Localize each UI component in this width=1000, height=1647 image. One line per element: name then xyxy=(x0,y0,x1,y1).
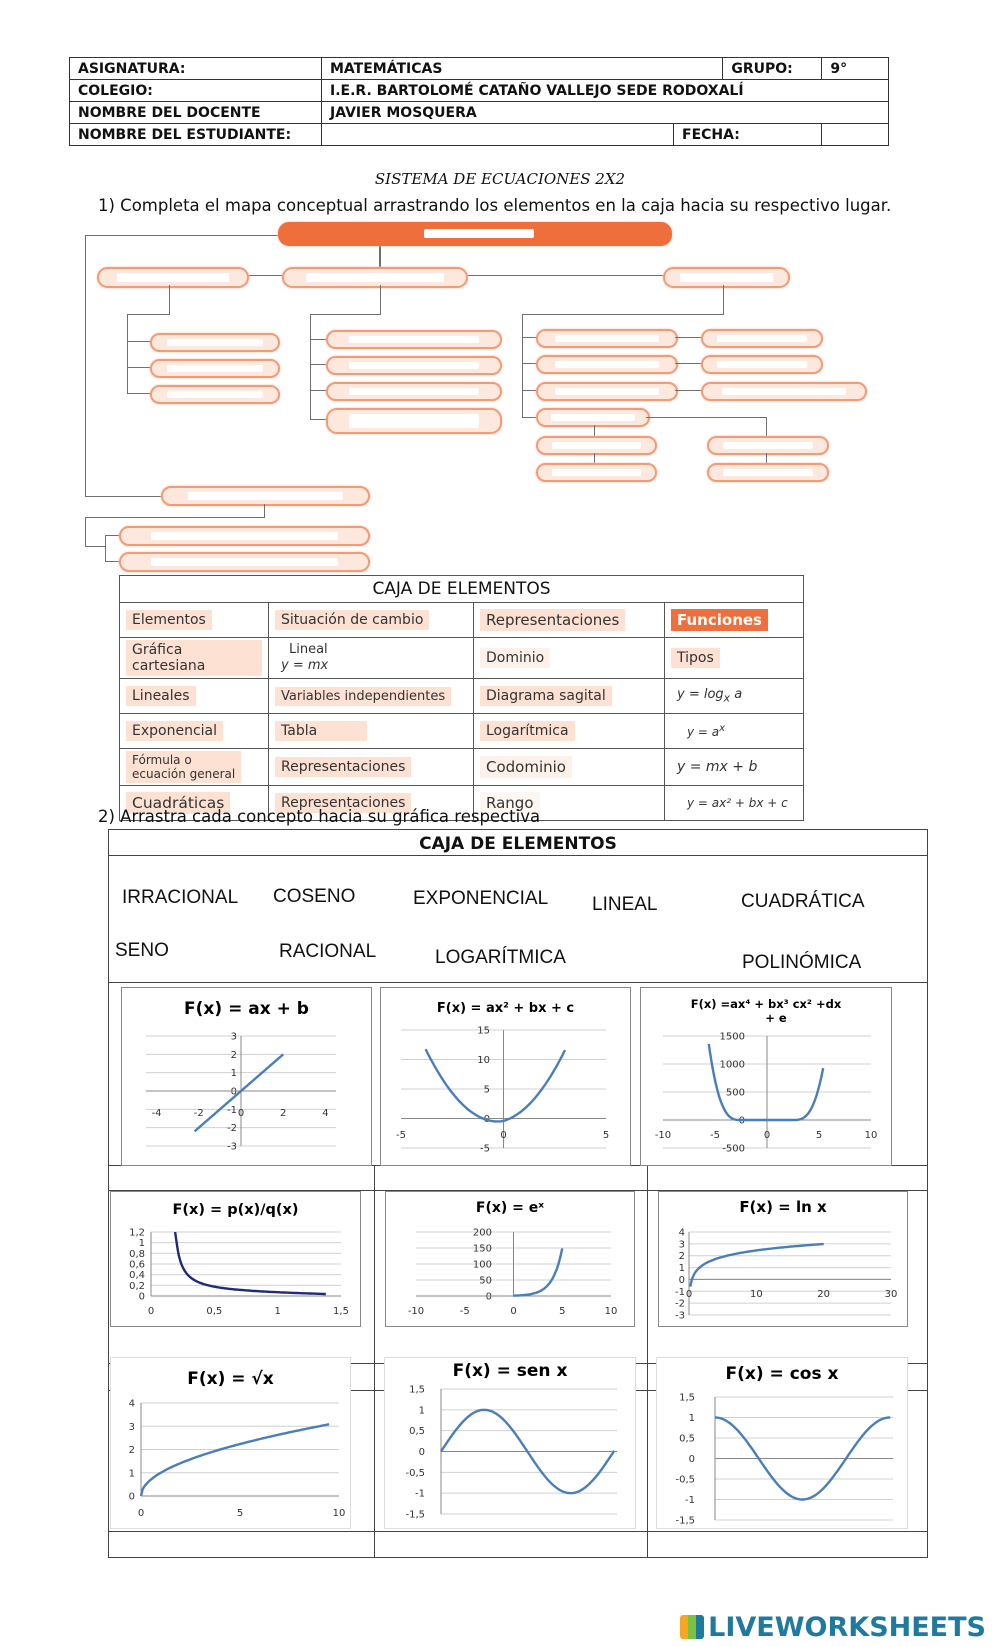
y-tick-label: 1 xyxy=(138,1238,145,1250)
drop-zone-level1-right[interactable] xyxy=(663,267,790,288)
y-tick-label: 3 xyxy=(128,1421,135,1433)
element-chip[interactable]: Logarítmica xyxy=(480,721,575,741)
x-tick-label: 10 xyxy=(749,1289,763,1300)
fecha-field[interactable] xyxy=(822,124,889,146)
x-tick-label: 5 xyxy=(236,1508,244,1519)
y-tick-label: 2 xyxy=(230,1049,237,1061)
graph-title: F(x) =ax⁴ + bx³ cx² +dx xyxy=(690,997,842,1011)
y-tick-label: -1 xyxy=(227,1104,237,1116)
y-tick-label: 200 xyxy=(472,1227,492,1239)
page-title: SISTEMA DE ECUACIONES 2X2 xyxy=(374,170,626,188)
concept-word[interactable]: EXPONENCIAL xyxy=(413,888,549,909)
liveworksheets-logo-icon xyxy=(680,1615,704,1639)
drop-zone-center-3[interactable] xyxy=(326,382,502,401)
log-subscript: x xyxy=(723,691,731,705)
graph-title: F(x) = √x xyxy=(187,1369,274,1389)
drop-zone-center-1[interactable] xyxy=(326,330,502,349)
exp-superscript: x xyxy=(719,723,726,734)
answer-slot-9[interactable] xyxy=(650,1533,924,1555)
elements-box-1 xyxy=(119,575,804,821)
formula-line-1: Fórmula o xyxy=(132,753,192,767)
x-tick-label: 1,5 xyxy=(333,1306,349,1317)
x-tick-label: -5 xyxy=(396,1130,406,1141)
elements-box-1-caption: CAJA DE ELEMENTOS xyxy=(120,576,804,603)
element-chip[interactable]: Exponencial xyxy=(126,721,223,741)
y-tick-label: 0 xyxy=(738,1115,745,1127)
element-chip-exp[interactable] xyxy=(671,721,731,741)
y-tick-label: 5 xyxy=(483,1084,490,1096)
graph-rational xyxy=(110,1191,361,1327)
function-curve xyxy=(514,1249,563,1296)
x-tick-label: 0 xyxy=(763,1130,771,1141)
footer-brand xyxy=(680,1612,986,1643)
concept-word[interactable]: SENO xyxy=(115,940,169,961)
element-chip-formula[interactable] xyxy=(126,751,241,783)
concept-word[interactable]: LOGARÍTMICA xyxy=(435,947,566,968)
y-tick-label: 2 xyxy=(678,1251,685,1263)
answer-slot-3[interactable] xyxy=(650,1167,924,1188)
y-tick-label: 0 xyxy=(678,1274,685,1286)
graph-linear xyxy=(121,987,372,1166)
asignatura-value: MATEMÁTICAS xyxy=(322,58,723,80)
y-tick-label: 100 xyxy=(472,1259,492,1271)
element-chip[interactable]: Cuadráticas xyxy=(126,792,230,814)
graph-exponential xyxy=(385,1191,635,1327)
y-tick-label: 3 xyxy=(230,1031,237,1043)
answer-slot-1[interactable] xyxy=(111,1167,371,1188)
y-tick-label: 0,5 xyxy=(409,1426,425,1438)
drop-zone-level1-left[interactable] xyxy=(97,267,249,288)
y-tick-label: 0,5 xyxy=(679,1433,695,1445)
drop-zone-center-4[interactable] xyxy=(326,408,502,434)
graph-sine xyxy=(384,1357,636,1529)
x-tick-label: 10 xyxy=(604,1306,618,1317)
graph-title: F(x) = ax² + bx + c xyxy=(436,1001,575,1016)
y-tick-label: -1 xyxy=(675,1286,685,1298)
y-tick-label: 0 xyxy=(485,1291,492,1303)
drop-zone-main[interactable] xyxy=(278,222,672,246)
concept-word[interactable]: IRRACIONAL xyxy=(122,887,239,908)
drop-zone-bottom-2[interactable] xyxy=(119,526,370,546)
header-table xyxy=(69,57,889,146)
graph-title: F(x) = sen x xyxy=(452,1361,568,1381)
y-tick-label: 0,6 xyxy=(129,1259,145,1271)
element-chip[interactable]: Codominio xyxy=(480,756,572,778)
docente-label: NOMBRE DEL DOCENTE xyxy=(70,102,322,124)
y-tick-label: -1 xyxy=(685,1495,695,1506)
y-tick-label: -1,5 xyxy=(405,1509,425,1521)
function-curve xyxy=(141,1424,329,1496)
x-tick-label: 0 xyxy=(147,1306,155,1317)
log-formula: y = log xyxy=(677,687,724,703)
x-tick-label: 20 xyxy=(817,1289,831,1300)
y-tick-label: 0 xyxy=(230,1086,237,1098)
element-chip[interactable]: Dominio xyxy=(480,648,550,668)
drop-zone-bottom-1[interactable] xyxy=(161,486,370,506)
element-chip-log[interactable] xyxy=(671,685,748,707)
y-tick-label: -5 xyxy=(480,1143,490,1155)
drop-zone-bottom-3[interactable] xyxy=(119,552,370,572)
y-tick-label: 0,4 xyxy=(129,1270,145,1282)
element-chip[interactable]: Gráfica cartesiana xyxy=(126,640,262,676)
colegio-label: COLEGIO: xyxy=(70,80,322,102)
y-tick-label: -1 xyxy=(415,1488,425,1500)
drop-zone-right-3[interactable] xyxy=(536,382,678,401)
drop-zone-right-3b[interactable] xyxy=(701,382,867,401)
y-tick-label: -3 xyxy=(227,1141,237,1153)
estudiante-label: NOMBRE DEL ESTUDIANTE: xyxy=(70,124,322,146)
function-curve xyxy=(195,1054,287,1131)
docente-value: JAVIER MOSQUERA xyxy=(322,102,889,124)
y-tick-label: 1 xyxy=(678,1263,685,1275)
element-chip[interactable]: Situación de cambio xyxy=(275,610,429,630)
element-chip-lineal[interactable] xyxy=(275,640,334,676)
x-tick-label: 5 xyxy=(815,1130,823,1141)
x-tick-label: -10 xyxy=(654,1130,672,1141)
y-tick-label: 1000 xyxy=(719,1059,745,1071)
y-tick-label: 2 xyxy=(128,1445,135,1456)
function-curve xyxy=(690,1244,823,1287)
x-tick-label: 10 xyxy=(332,1508,346,1519)
fecha-label: FECHA: xyxy=(674,124,822,146)
elements-box-2-caption: CAJA DE ELEMENTOS xyxy=(419,834,617,854)
drop-zone-right-6[interactable] xyxy=(707,436,829,455)
y-tick-label: 1,5 xyxy=(409,1384,425,1396)
x-tick-label: 10 xyxy=(864,1130,878,1141)
element-chip[interactable]: Diagrama sagital xyxy=(480,686,612,706)
y-tick-label: 0 xyxy=(138,1291,145,1303)
y-tick-label: -0,5 xyxy=(405,1467,425,1479)
formula-line-2: ecuación general xyxy=(132,767,236,781)
x-tick-label: 0 xyxy=(500,1130,507,1141)
drop-zone-right-8[interactable] xyxy=(707,463,829,482)
element-chip[interactable]: y = mx + b xyxy=(677,759,758,775)
grupo-value: 9° xyxy=(822,58,889,80)
drop-zone-right-4[interactable] xyxy=(536,408,650,427)
y-tick-label: 1 xyxy=(128,1468,135,1480)
element-chip[interactable]: Representaciones xyxy=(275,793,411,813)
exp-formula: y = a xyxy=(687,725,720,739)
asignatura-label: ASIGNATURA: xyxy=(70,58,322,80)
x-tick-label: 0,5 xyxy=(206,1306,223,1317)
element-chip[interactable]: Variables independientes xyxy=(275,687,451,706)
x-tick-label: 0 xyxy=(237,1108,245,1119)
y-tick-label: 4 xyxy=(128,1398,135,1410)
drop-zone-right-5[interactable] xyxy=(536,436,657,455)
lineal-label: Lineal xyxy=(289,642,328,657)
y-tick-label: -2 xyxy=(675,1298,685,1310)
y-tick-label: 0 xyxy=(128,1491,135,1503)
function-curve xyxy=(426,1049,565,1121)
graph-quadratic xyxy=(380,987,631,1166)
answer-slot-7[interactable] xyxy=(111,1533,371,1555)
element-chip[interactable]: Representaciones xyxy=(275,757,411,777)
drop-zone-center-2[interactable] xyxy=(326,356,502,375)
y-tick-label: -1,5 xyxy=(675,1515,695,1527)
concept-word[interactable]: POLINÓMICA xyxy=(742,952,862,973)
question-1: 1) Completa el mapa conceptual arrastrando los elementos en la caja hacia su respectivo lugar. xyxy=(98,196,892,215)
y-tick-label: 150 xyxy=(472,1243,492,1255)
graph-title: F(x) = cos x xyxy=(725,1364,839,1384)
y-tick-label: 500 xyxy=(725,1087,745,1099)
graph-polynomial xyxy=(640,987,892,1166)
y-tick-label: 4 xyxy=(678,1227,685,1239)
element-chip[interactable]: Elementos xyxy=(126,610,212,630)
concept-word[interactable]: LINEAL xyxy=(592,894,658,915)
graph-irrational xyxy=(110,1357,351,1529)
element-chip[interactable]: Rango xyxy=(480,792,540,814)
drop-zone-level1-center[interactable] xyxy=(282,267,468,288)
element-chip[interactable]: Tabla xyxy=(275,721,367,741)
estudiante-field[interactable] xyxy=(322,124,674,146)
element-chip[interactable]: Tipos xyxy=(671,648,720,668)
y-tick-label: 1 xyxy=(688,1413,695,1424)
element-chip[interactable]: Funciones xyxy=(671,609,768,631)
y-tick-label: -3 xyxy=(675,1310,685,1322)
y-tick-label: -500 xyxy=(722,1143,745,1155)
y-tick-label: 15 xyxy=(477,1025,490,1037)
y-tick-label: -2 xyxy=(227,1123,237,1135)
concept-word[interactable]: RACIONAL xyxy=(279,941,377,962)
graph-title: F(x) = ln x xyxy=(739,1198,827,1216)
function-curve xyxy=(709,1044,823,1120)
drop-zone-right-7[interactable] xyxy=(536,463,657,482)
graph-title-line2: + e xyxy=(765,1011,787,1025)
drop-zone-right-1[interactable] xyxy=(536,329,678,348)
x-tick-label: -4 xyxy=(151,1108,162,1119)
x-tick-label: 1 xyxy=(274,1306,281,1317)
concept-word[interactable]: CUADRÁTICA xyxy=(741,891,865,912)
y-tick-label: 1,5 xyxy=(679,1392,695,1404)
x-tick-label: 2 xyxy=(280,1108,287,1119)
drop-zone-right-2b[interactable] xyxy=(701,355,823,374)
graph-title: F(x) = eˣ xyxy=(475,1200,545,1216)
y-tick-label: 3 xyxy=(678,1239,685,1251)
grupo-label: GRUPO: xyxy=(723,58,822,80)
y-tick-label: 1500 xyxy=(719,1031,745,1043)
x-tick-label: 4 xyxy=(322,1108,329,1119)
x-tick-label: 30 xyxy=(884,1289,898,1300)
drop-zone-left-1[interactable] xyxy=(150,333,280,352)
y-tick-label: 50 xyxy=(479,1275,492,1287)
x-tick-label: 0 xyxy=(510,1306,517,1317)
log-base: a xyxy=(734,687,743,703)
drop-zone-left-3[interactable] xyxy=(150,385,280,404)
graph-title: F(x) = ax + b xyxy=(184,999,309,1019)
y-tick-label: 10 xyxy=(477,1055,490,1066)
answer-slot-2[interactable] xyxy=(377,1167,645,1188)
x-tick-label: -10 xyxy=(407,1306,425,1317)
graph-cosine xyxy=(656,1357,908,1529)
drop-zone-left-2[interactable] xyxy=(150,359,280,378)
question-2: 2) Arrastra cada concepto hacia su gráfica respectiva xyxy=(98,807,541,826)
x-tick-label: 0 xyxy=(685,1289,693,1300)
y-tick-label: 0 xyxy=(688,1454,695,1465)
graph-logarithmic xyxy=(658,1191,908,1327)
y-tick-label: 0,2 xyxy=(129,1280,145,1292)
element-chip[interactable]: y = ax² + bx + c xyxy=(687,796,788,810)
x-tick-label: -2 xyxy=(193,1108,204,1119)
footer-brand-text: LIVEWORKSHEETS xyxy=(708,1612,986,1643)
graph-title: F(x) = p(x)/q(x) xyxy=(172,1202,299,1218)
function-curve xyxy=(175,1232,326,1294)
element-chip[interactable]: Lineales xyxy=(126,686,196,706)
answer-slot-8[interactable] xyxy=(377,1533,645,1555)
x-tick-label: 5 xyxy=(559,1306,566,1317)
element-chip[interactable]: Representaciones xyxy=(480,609,625,631)
lineal-formula: y = mx xyxy=(281,658,329,673)
x-tick-label: -5 xyxy=(459,1306,470,1317)
x-tick-label: 0 xyxy=(137,1508,145,1519)
drop-zone-right-1b[interactable] xyxy=(701,329,823,348)
drop-zone-right-2[interactable] xyxy=(536,355,678,374)
x-tick-label: 5 xyxy=(602,1130,610,1141)
y-tick-label: 1 xyxy=(418,1405,425,1417)
y-tick-label: 1,2 xyxy=(129,1227,145,1239)
colegio-value: I.E.R. BARTOLOMÉ CATAÑO VALLEJO SEDE RODOXALÍ xyxy=(322,80,889,102)
y-tick-label: 1 xyxy=(230,1068,237,1080)
y-tick-label: -0,5 xyxy=(675,1474,695,1486)
concept-word[interactable]: COSENO xyxy=(273,886,356,907)
y-tick-label: 0 xyxy=(483,1114,490,1125)
y-tick-label: 0,8 xyxy=(129,1248,145,1260)
y-tick-label: 0 xyxy=(418,1447,425,1458)
x-tick-label: -5 xyxy=(710,1130,720,1141)
